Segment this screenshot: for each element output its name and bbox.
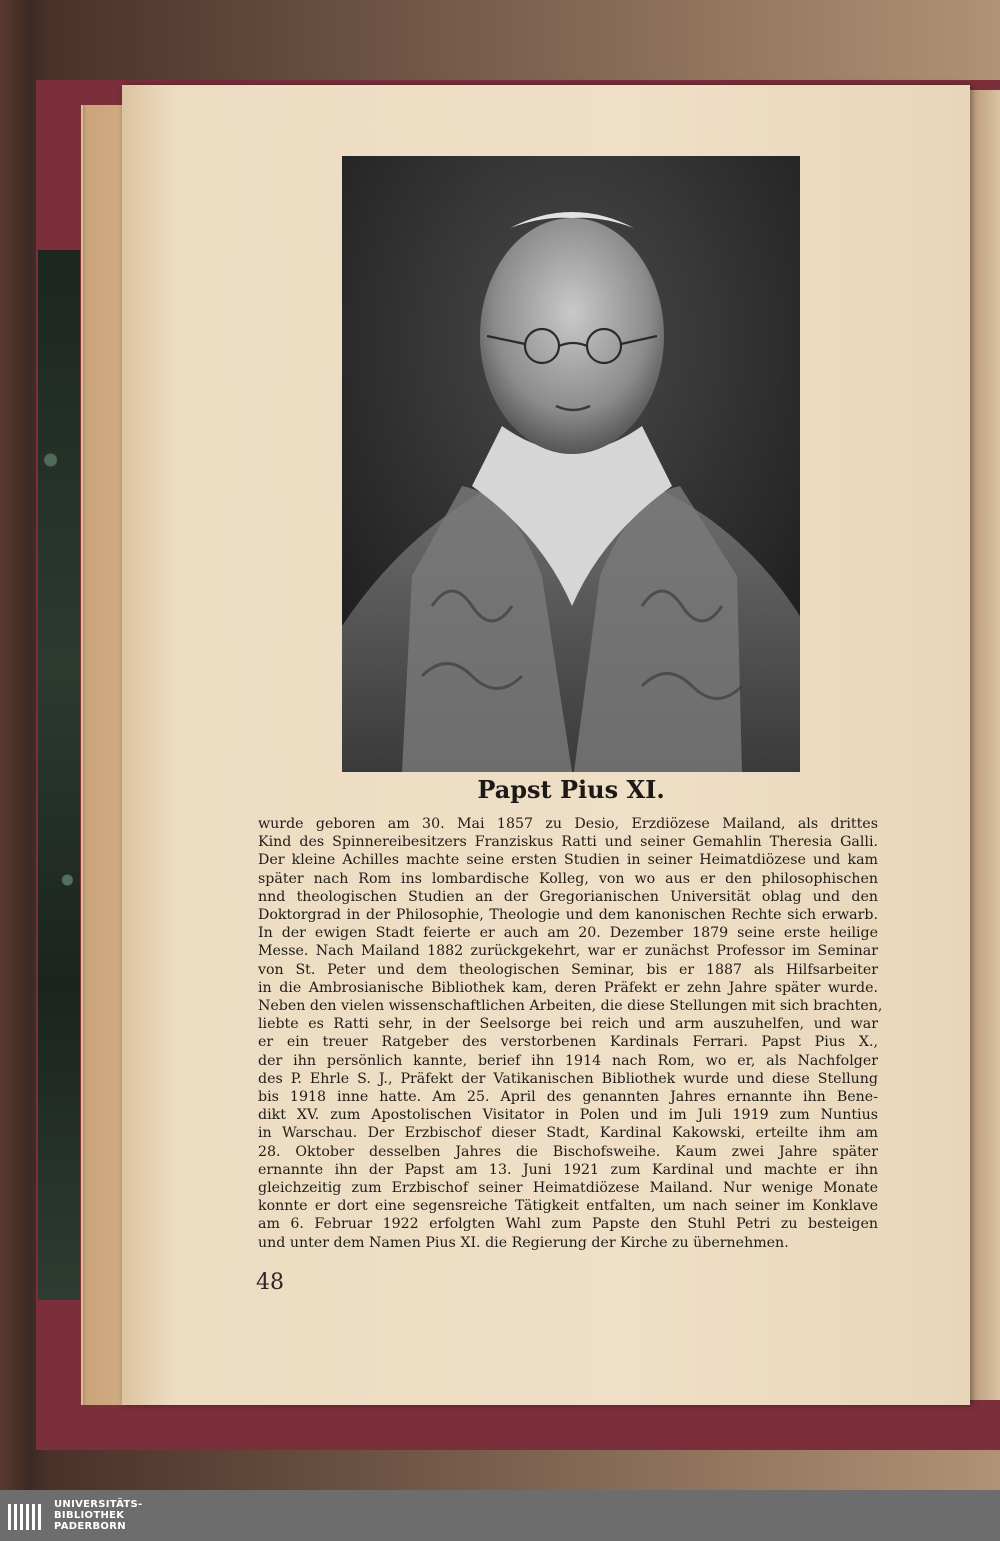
text-line: 28. Oktober desselben Jahres die Bischofsweihe. Kaum zwei Jahre später: [258, 1143, 878, 1160]
text-line: Der kleine Achilles machte seine ersten Studien in seiner Heimatdiözese und kam: [258, 852, 878, 869]
portrait-photo: [342, 156, 800, 772]
text-line: dikt XV. zum Apostolischen Visitator in Polen und im Juli 1919 zum Nuntius: [258, 1107, 878, 1124]
library-name-line: PADERBORN: [54, 1521, 126, 1532]
text-line: der ihn persönlich kannte, berief ihn 1914 nach Rom, wo er, als Nachfolger: [258, 1052, 878, 1069]
marbled-spine: [38, 250, 80, 1300]
text-line: gleichzeitig zum Erzbischof seiner Heimatdiözese Mailand. Nur wenige Monate: [258, 1180, 878, 1197]
text-line: in die Ambrosianische Bibliothek kam, deren Präfekt er zehn Jahre später wurde.: [258, 979, 878, 996]
text-line: wurde geboren am 30. Mai 1857 zu Desio, Erzdiözese Mailand, als drittes: [258, 816, 878, 832]
text-line: von St. Peter und dem theologischen Seminar, bis er 1887 als Hilfsarbeiter: [258, 961, 878, 978]
text-line: liebte es Ratti sehr, in der Seelsorge bei reich und arm auszuhelfen, und war: [258, 1016, 878, 1033]
text-line: er ein treuer Ratgeber des verstorbenen Kardinals Ferrari. Papst Pius X.,: [258, 1034, 878, 1051]
text-line: nnd theologischen Studien an der Gregorianischen Universität oblag und den: [258, 888, 878, 905]
text-line: später nach Rom ins lombardische Kolleg, von wo aus er den philosophischen: [258, 870, 878, 887]
text-line: konnte er dort eine segensreiche Tätigkeit entfalten, um nach seiner im Konklave: [258, 1198, 878, 1215]
library-name: [54, 1499, 143, 1532]
library-name-line: BIBLIOTHEK: [54, 1510, 125, 1521]
text-line: in Warschau. Der Erzbischof dieser Stadt, Kardinal Kakowski, erteilte ihm am: [258, 1125, 878, 1142]
text-line: In der ewigen Stadt feierte er auch am 20. Dezember 1879 seine erste heilige: [258, 925, 878, 942]
text-line: Doktorgrad in der Philosophie, Theologie und dem kanonischen Rechte sich erwarb.: [258, 907, 878, 924]
text-line: bis 1918 inne hatte. Am 25. April des genannten Jahres ernannte ihn Bene-: [258, 1089, 878, 1106]
text-line: und unter dem Namen Pius XI. die Regierung der Kirche zu übernehmen.: [258, 1234, 789, 1251]
library-logo-icon: [6, 1498, 46, 1534]
portrait-caption: Papst Pius XI.: [477, 775, 665, 804]
library-name-line: UNIVERSITÄTS-: [54, 1499, 143, 1510]
page-number: 48: [256, 1270, 284, 1295]
text-line: des P. Ehrle S. J., Präfekt der Vatikanischen Bibliothek wurde und diese Stellung: [258, 1070, 878, 1087]
text-line: Kind des Spinnereibesitzers Franziskus Ratti und seiner Gemahlin Theresia Galli.: [258, 834, 878, 851]
facing-page-edge: [966, 90, 1000, 1400]
text-line: am 6. Februar 1922 erfolgten Wahl zum Papste den Stuhl Petri zu besteigen: [258, 1216, 878, 1233]
text-line: Neben den vielen wissenschaftlichen Arbeiten, die diese Stellungen mit sich brachten,: [258, 998, 883, 1015]
library-footer: [0, 1490, 1000, 1541]
text-line: ernannte ihn der Papst am 13. Juni 1921 zum Kardinal und machte er ihn: [258, 1161, 878, 1178]
text-line: Messe. Nach Mailand 1882 zurückgekehrt, war er zunächst Professor im Seminar: [258, 943, 878, 960]
biography-text: [258, 815, 883, 1252]
